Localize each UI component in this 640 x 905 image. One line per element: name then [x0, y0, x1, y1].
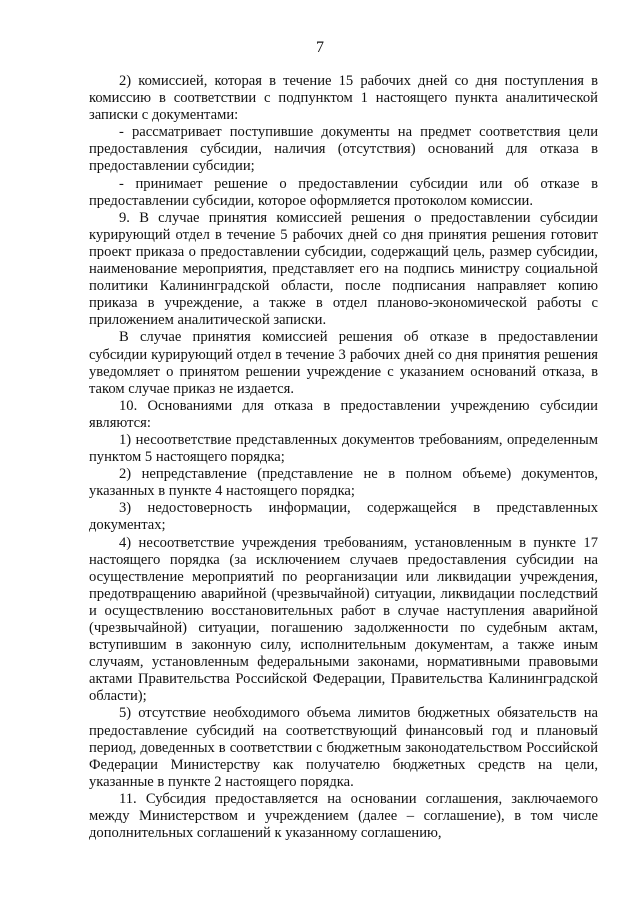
paragraph: 11. Субсидия предоставляется на основании соглашения, заключаемого между Министерством и учреждением (далее – соглашение), в том числе дополнительных соглашений к указанному соглашению, — [89, 790, 598, 842]
paragraph: 2) комиссией, которая в течение 15 рабочих дней со дня поступления в комиссию в соответствии с подпунктом 1 настоящего пункта аналитической записки с документами: — [89, 73, 598, 124]
paragraph: - принимает решение о предоставлении субсидии или об отказе в предоставлении субсидии, которое оформляется протоколом комиссии. — [89, 175, 598, 209]
paragraph: 10. Основаниями для отказа в предоставлении учреждению субсидии являются: — [89, 397, 598, 431]
paragraph: В случае принятия комиссией решения об отказе в предоставлении субсидии курирующий отдел в течение 3 рабочих дней со дня принятия решения уведомляет о принятом решении учреждение с указанием оснований отказа, в таком случае приказ не издается. — [89, 329, 598, 397]
page-number: 7 — [316, 39, 324, 56]
paragraph: 2) непредставление (представление не в полном объеме) документов, указанных в пункте 4 настоящего порядка; — [89, 466, 598, 500]
paragraph: 5) отсутствие необходимого объема лимитов бюджетных обязательств на предоставление субсидий на соответствующий финансовый год и плановый период, доведенных в соответствии с бюджетным законодательством Российской Федерации Министерству как получателю бюджетных средств на цели, указанные в пункте 2 настоящего порядка. — [89, 705, 598, 790]
paragraph: 4) несоответствие учреждения требованиям, установленным в пункте 17 настоящего порядка (за исключением случаев предоставления субсидии на осуществление мероприятий по реорганизации или ликвидации учреждения, предотвращению аварийной (чрезвычайной) ситуации, ликвидации последствий и осуществлению восстановительных работ в случае наступления аварийной (чрезвычайной) ситуации, погашению задолженности по судебным актам, вступившим в законную силу, исполнительным документам, а также иным случаям, установленным федеральными законами, нормативными правовыми актами Правительства Российской Федерации, Правительства Калининградской области); — [89, 534, 598, 705]
document-body — [89, 73, 598, 842]
paragraph: - рассматривает поступившие документы на предмет соответствия цели предоставления субсидии, наличия (отсутствия) оснований для отказа в предоставлении субсидии; — [89, 124, 598, 175]
paragraph: 3) недостоверность информации, содержащейся в представленных документах; — [89, 500, 598, 534]
paragraph: 1) несоответствие представленных документов требованиям, определенным пунктом 5 настоящего порядка; — [89, 431, 598, 466]
paragraph: 9. В случае принятия комиссией решения о предоставлении субсидии курирующий отдел в течение 5 рабочих дней со дня принятия решения готовит проект приказа о предоставлении субсидии, содержащий цель, размер субсидии, наименование мероприятия, представляет его на подпись министру социальной политики Калининградской области, после подписания направляет копию приказа в учреждение, а также в отдел планово-экономической работы с приложением аналитической записки. — [89, 209, 598, 329]
